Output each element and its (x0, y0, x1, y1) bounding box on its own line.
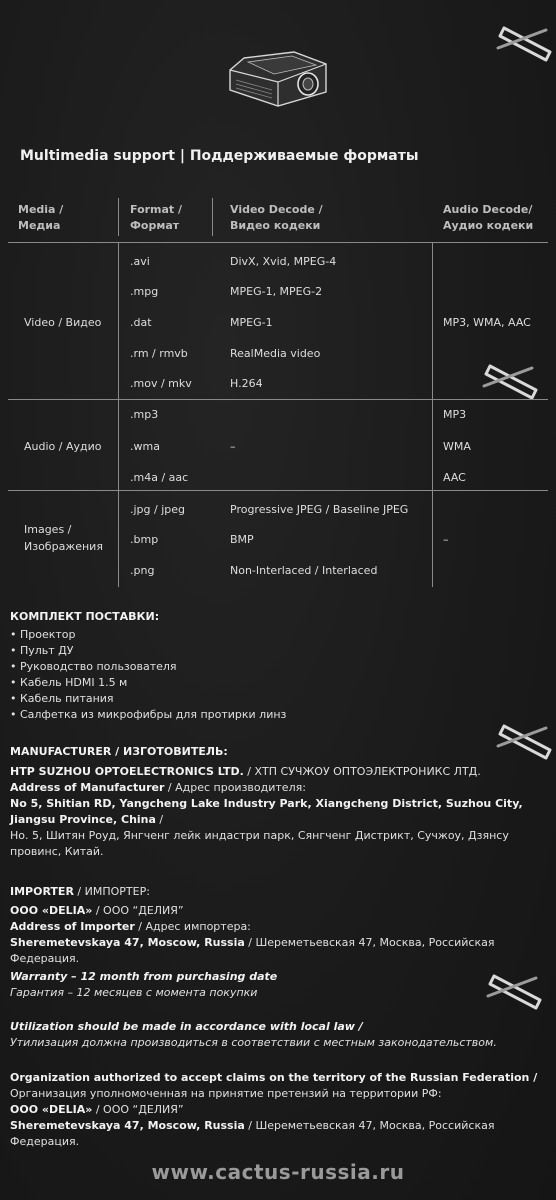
page-title: Multimedia support | Поддерживаемые форматы (20, 148, 419, 164)
manufacturer-name-en: HTP SUZHOU OPTOELECTRONICS LTD. (10, 765, 244, 778)
audio-codec-cell: AAC (443, 471, 466, 484)
header-video-decode: Video Decode / Видео кодеки (230, 203, 323, 232)
manufacturer-address-label: Address of Manufacturer (10, 781, 165, 794)
list-item: • Пульт ДУ (10, 644, 74, 657)
importer-heading-ru: / ИМПОРТЕР: (73, 885, 150, 898)
utilization-section (10, 1019, 546, 1051)
video-codec-cell: DivX, Xvid, MPEG-4 (230, 255, 337, 268)
importer-address-label: Address of Importer (10, 920, 135, 933)
kit-title: КОМПЛЕКТ ПОСТАВКИ: (10, 610, 160, 623)
list-item: • Салфетка из микрофибры для протирки линз (10, 708, 287, 721)
projector-illustration (222, 50, 332, 116)
format-cell: .m4a / aac (130, 471, 189, 484)
format-cell: .mpg (130, 285, 159, 298)
organization-address-en: Sheremetevskaya 47, Moscow, Russia (10, 1119, 245, 1132)
header-audio-decode: Audio Decode/ Аудио кодеки (443, 203, 534, 232)
video-codec-cell: Progressive JPEG / Baseline JPEG (230, 503, 409, 516)
binder-clip-icon (494, 22, 556, 66)
format-cell: .dat (130, 316, 152, 329)
manufacturer-heading: MANUFACTURER / ИЗГОТОВИТЕЛЬ: (10, 745, 228, 758)
header-format: Format / Формат (130, 203, 183, 232)
organization-section (10, 1070, 546, 1150)
manufacturer-address-sep: / (155, 813, 164, 826)
video-codec-cell: Non-Interlaced / Interlaced (230, 564, 378, 577)
organization-address-ru: / Шереметьевская 47, Москва, Российская Федерация. (10, 1119, 495, 1148)
organization-name-en: ООО «DELIA» (10, 1103, 93, 1116)
media-images: Images / Изображения (24, 523, 103, 553)
manufacturer-name-ru: / ХТП СУЧЖОУ ОПТОЭЛЕКТРОНИКС ЛТД. (243, 765, 481, 778)
organization-heading: Organization authorized to accept claims on the territory of the Russian Federation / (10, 1071, 538, 1084)
format-cell: .rm / rmvb (130, 347, 188, 360)
importer-address-ru: / Шереметьевская 47, Москва, Российская Федерация. (10, 936, 495, 965)
list-item: • Кабель HDMI 1.5 м (10, 676, 128, 689)
importer-address-en: Sheremetevskaya 47, Moscow, Russia (10, 936, 245, 949)
formats-table (8, 194, 548, 587)
format-cell: .png (130, 564, 155, 577)
format-cell: .avi (130, 255, 150, 268)
format-cell: .jpg / jpeg (130, 503, 186, 516)
importer-name-ru: / ООО “ДЕЛИЯ” (92, 904, 184, 917)
organization-heading-ru: Организация уполномоченная на принятие претензий на территории РФ: (10, 1087, 442, 1100)
table-header (8, 194, 548, 243)
utilization-en: Utilization should be made in accordance with local law / (10, 1020, 363, 1033)
manufacturer-section (10, 744, 546, 860)
list-item: • Кабель питания (10, 692, 114, 705)
table-row-images (8, 491, 548, 587)
organization-name-ru: / ООО “ДЕЛИЯ” (92, 1103, 184, 1116)
importer-name-en: ООО «DELIA» (10, 904, 93, 917)
kit-section (10, 609, 546, 723)
format-cell: .wma (130, 440, 160, 453)
manufacturer-address-en: No 5, Shitian RD, Yangcheng Lake Industry Park, Xiangcheng District, Suzhou City, Jiangsu Province, China (10, 797, 523, 826)
media-audio: Audio / Аудио (24, 440, 102, 453)
audio-codec-cell: MP3 (443, 408, 467, 421)
list-item: • Руководство пользователя (10, 660, 177, 673)
table-row-audio (8, 400, 548, 491)
warranty-ru: Гарантия – 12 месяцев с момента покупки (10, 986, 258, 999)
manufacturer-address-ru: Но. 5, Шитян Роуд, Янгченг лейк индастри парк, Сянгченг Дистрикт, Сучжоу, Дзянсу провинс, Китай. (10, 829, 509, 858)
media-video: Video / Видео (24, 316, 102, 329)
table-row-video (8, 243, 548, 400)
warranty-section (10, 969, 546, 1001)
audio-codec-cell: MP3, WMA, AAC (443, 316, 531, 329)
video-codec-cell: – (230, 440, 236, 453)
video-codec-cell: H.264 (230, 377, 263, 390)
audio-codec-cell: WMA (443, 440, 471, 453)
manufacturer-address-label-ru: / Адрес производителя: (164, 781, 306, 794)
format-cell: .bmp (130, 533, 159, 546)
video-codec-cell: MPEG-1, MPEG-2 (230, 285, 323, 298)
header-media: Media / Медиа (18, 203, 64, 232)
format-cell: .mov / mkv (130, 377, 192, 390)
importer-address-label-ru: / Адрес импортера: (134, 920, 251, 933)
importer-section (10, 884, 546, 967)
video-codec-cell: MPEG-1 (230, 316, 273, 329)
format-cell: .mp3 (130, 408, 159, 421)
warranty-en: Warranty – 12 month from purchasing date (10, 970, 278, 983)
list-item: • Проектор (10, 628, 76, 641)
utilization-ru: Утилизация должна производиться в соответствии с местным законодательством. (10, 1036, 497, 1049)
video-codec-cell: RealMedia video (230, 347, 321, 360)
importer-heading: IMPORTER (10, 885, 74, 898)
audio-codec-cell: – (443, 533, 449, 546)
website-url: www.cactus-russia.ru (151, 1160, 405, 1184)
video-codec-cell: BMP (230, 533, 254, 546)
